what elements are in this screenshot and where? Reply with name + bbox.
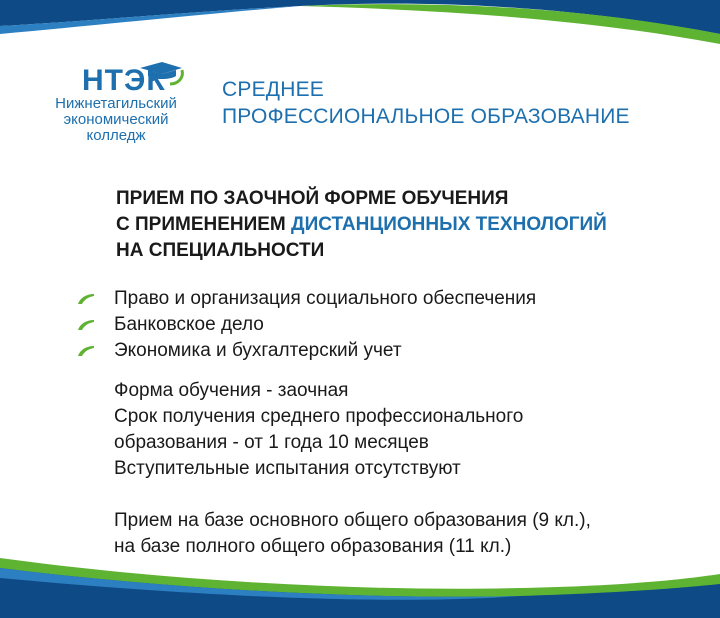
admission-basis-text: Прием на базе основного общего образования (9 кл.),: [114, 510, 591, 531]
study-duration-text: образования - от 1 года 10 месяцев: [114, 432, 429, 453]
page-title-line: ПРОФЕССИОНАЛЬНОЕ ОБРАЗОВАНИЕ: [222, 105, 630, 128]
college-name-line: колледж: [86, 127, 146, 144]
specialties-list: [78, 286, 536, 364]
page-title-line: СРЕДНЕЕ: [222, 78, 324, 101]
green-bullet-icon: [78, 320, 94, 330]
college-name-line: экономический: [63, 111, 169, 128]
college-name: [36, 96, 196, 144]
admission-heading-line: [116, 212, 607, 238]
specialty-label: Банковское дело: [114, 314, 264, 335]
bottom-wave-decoration: [0, 558, 720, 618]
specialty-label: Экономика и бухгалтерский учет: [114, 340, 402, 361]
spacer: [114, 482, 591, 508]
admission-heading-line: ПРИЕМ ПО ЗАОЧНОЙ ФОРМЕ ОБУЧЕНИЯ: [116, 188, 509, 209]
admission-heading: [116, 186, 607, 264]
green-bullet-icon: [78, 294, 94, 304]
page-title: [222, 76, 630, 130]
distance-tech-highlight: ДИСТАНЦИОННЫХ ТЕХНОЛОГИЙ: [291, 214, 607, 235]
study-form-text: Форма обучения - заочная: [114, 380, 349, 401]
admission-details: [114, 378, 591, 560]
college-logo: [36, 62, 196, 152]
specialty-label: Право и организация социального обеспечения: [114, 288, 537, 309]
admission-heading-text: С ПРИМЕНЕНИЕМ: [116, 214, 292, 235]
admission-basis-text: на базе полного общего образования (11 кл.): [114, 536, 512, 557]
top-wave-decoration: [0, 0, 720, 60]
list-item: [78, 338, 536, 364]
green-bullet-icon: [78, 346, 94, 356]
study-duration-text: Срок получения среднего профессионального: [114, 406, 524, 427]
admission-heading-line: НА СПЕЦИАЛЬНОСТИ: [116, 240, 325, 261]
entrance-exams-text: Вступительные испытания отсутствуют: [114, 458, 461, 479]
list-item: [78, 312, 536, 338]
college-name-line: Нижнетагильский: [55, 95, 177, 112]
logo-abbreviation: НТЭК: [82, 64, 166, 97]
list-item: [78, 286, 536, 312]
